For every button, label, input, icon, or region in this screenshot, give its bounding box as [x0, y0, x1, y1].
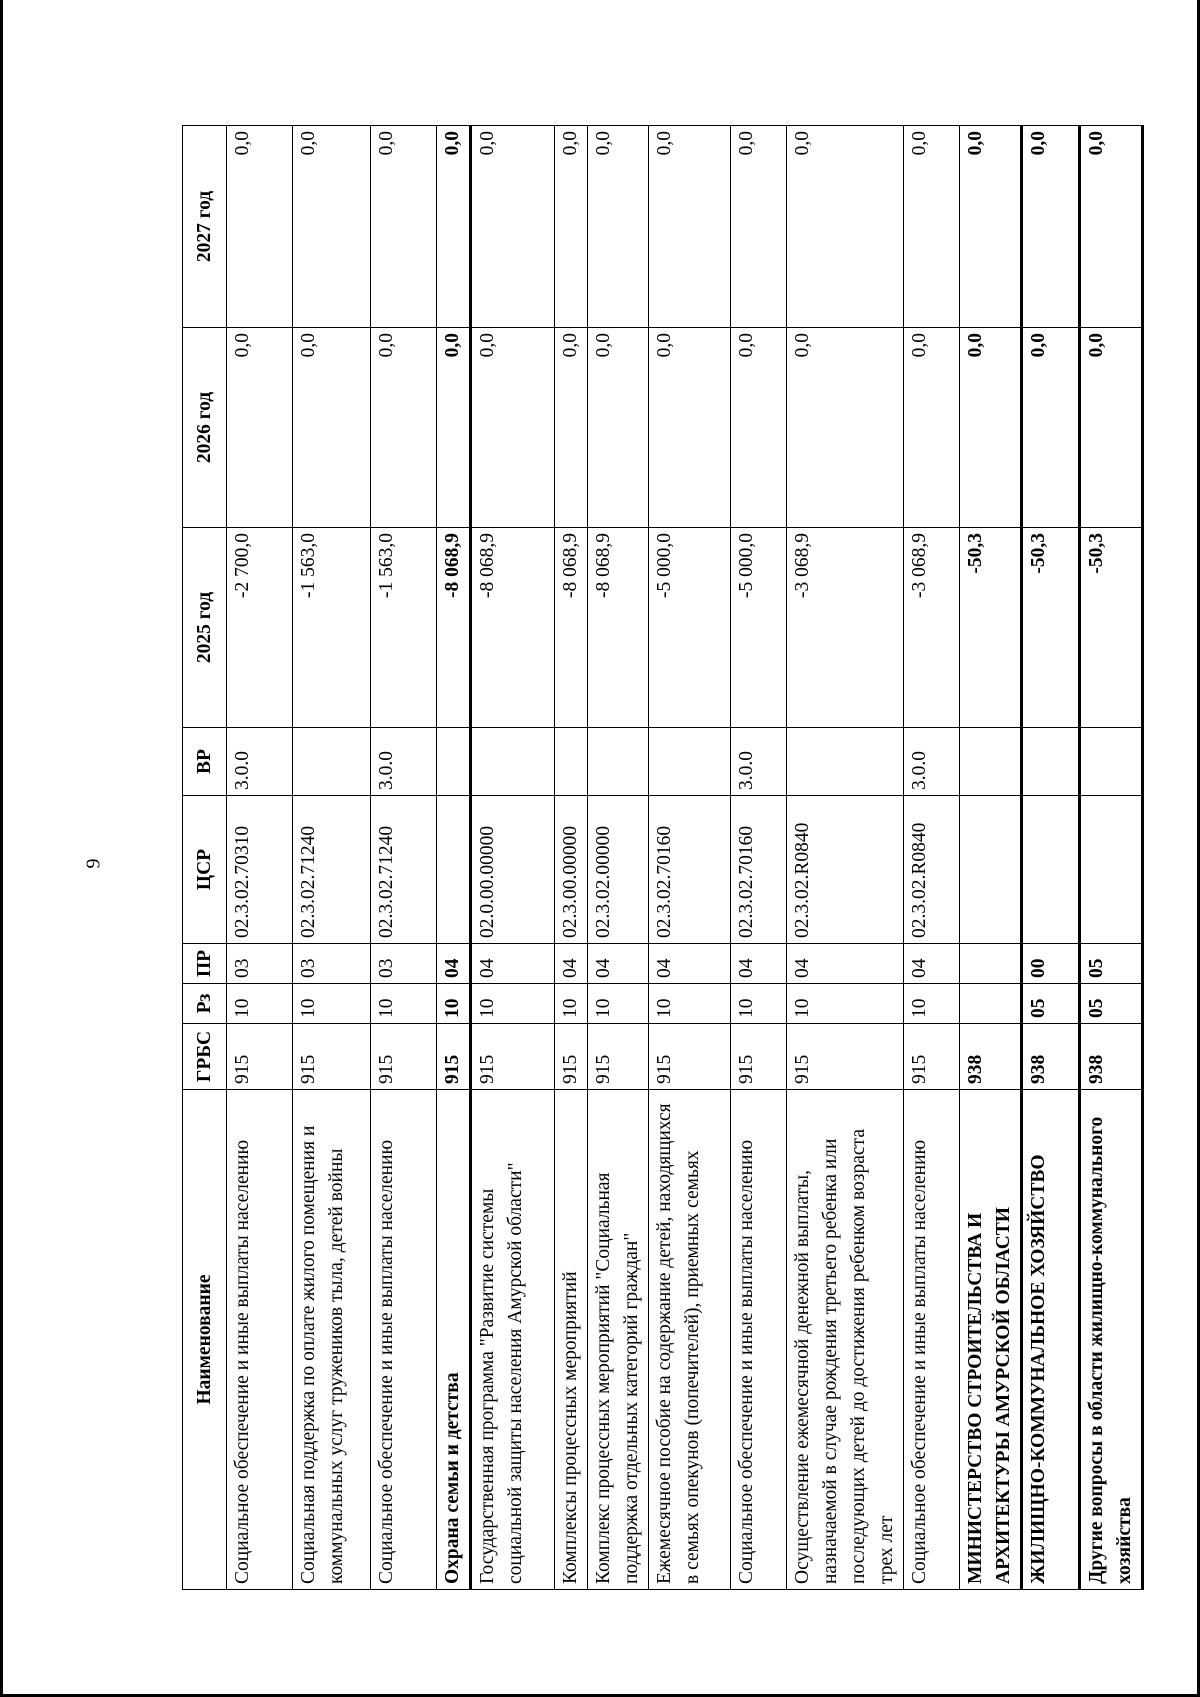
cell-2025: -8 068,9: [471, 528, 555, 728]
cell-rz: [960, 984, 1022, 1024]
table-row: [437, 126, 471, 1590]
table-row: [1080, 126, 1143, 1590]
cell-2025: -1 563,0: [371, 528, 437, 728]
table-row: [787, 126, 904, 1590]
col-header-grbs: ГРБС: [183, 1024, 227, 1090]
cell-2025: -50,3: [1022, 528, 1080, 728]
cell-pr: 04: [904, 944, 960, 984]
cell-pr: 05: [1080, 944, 1143, 984]
cell-vr: [293, 728, 371, 796]
cell-rz: 05: [1080, 984, 1143, 1024]
cell-pr: 04: [731, 944, 787, 984]
cell-rz: 10: [293, 984, 371, 1024]
cell-vr: 3.0.0: [371, 728, 437, 796]
cell-2026: 0,0: [960, 328, 1022, 528]
cell-vr: [960, 728, 1022, 796]
cell-csr: 02.3.02.71240: [371, 796, 437, 944]
cell-pr: 03: [371, 944, 437, 984]
table-row: [227, 126, 293, 1590]
cell-pr: 00: [1022, 944, 1080, 984]
cell-grbs: 915: [649, 1024, 731, 1090]
table-row: [293, 126, 371, 1590]
cell-name: Государственная программа "Развитие системы социальной защиты населения Амурской области": [471, 1090, 555, 1590]
cell-vr: [555, 728, 588, 796]
cell-pr: 03: [227, 944, 293, 984]
cell-vr: [1080, 728, 1143, 796]
cell-2026: 0,0: [731, 328, 787, 528]
cell-2027: 0,0: [960, 126, 1022, 328]
cell-csr: 02.3.02.R0840: [904, 796, 960, 944]
rotated-table-container: [182, 126, 1135, 1590]
cell-grbs: 915: [555, 1024, 588, 1090]
cell-grbs: 938: [960, 1024, 1022, 1090]
cell-csr: 02.3.02.70160: [649, 796, 731, 944]
table-row: [731, 126, 787, 1590]
cell-2026: 0,0: [1080, 328, 1143, 528]
cell-2026: 0,0: [293, 328, 371, 528]
cell-2025: -50,3: [1080, 528, 1143, 728]
cell-2025: -2 700,0: [227, 528, 293, 728]
cell-vr: 3.0.0: [731, 728, 787, 796]
col-header-rz: Рз: [183, 984, 227, 1024]
cell-2027: 0,0: [227, 126, 293, 328]
cell-2027: 0,0: [588, 126, 649, 328]
cell-vr: [1022, 728, 1080, 796]
cell-rz: 10: [588, 984, 649, 1024]
col-header-2025: 2025 год: [183, 528, 227, 728]
cell-csr: [1022, 796, 1080, 944]
cell-csr: [437, 796, 471, 944]
cell-name: ЖИЛИЩНО-КОММУНАЛЬНОЕ ХОЗЯЙСТВО: [1022, 1090, 1080, 1590]
cell-vr: [588, 728, 649, 796]
cell-2027: 0,0: [371, 126, 437, 328]
table-row: [555, 126, 588, 1590]
cell-grbs: 915: [293, 1024, 371, 1090]
cell-vr: [471, 728, 555, 796]
table-row: [1022, 126, 1080, 1590]
cell-name: Комплексы процессных мероприятий: [555, 1090, 588, 1590]
cell-grbs: 915: [588, 1024, 649, 1090]
cell-csr: [1080, 796, 1143, 944]
cell-grbs: 915: [437, 1024, 471, 1090]
cell-pr: 04: [588, 944, 649, 984]
cell-rz: 10: [904, 984, 960, 1024]
cell-name: Ежемесячное пособие на содержание детей, находящихся в семьях опекунов (попечителей), приемных семьях: [649, 1090, 731, 1590]
cell-2027: 0,0: [649, 126, 731, 328]
cell-csr: 02.0.00.00000: [471, 796, 555, 944]
cell-2025: -8 068,9: [437, 528, 471, 728]
cell-name: Социальная поддержка по оплате жилого помещения и коммунальных услуг тружеников тыла, детей войны: [293, 1090, 371, 1590]
cell-2025: -1 563,0: [293, 528, 371, 728]
cell-name: МИНИСТЕРСТВО СТРОИТЕЛЬСТВА И АРХИТЕКТУРЫ АМУРСКОЙ ОБЛАСТИ: [960, 1090, 1022, 1590]
cell-2026: 0,0: [371, 328, 437, 528]
rotated-table-inner: [182, 126, 1135, 1590]
col-header-csr: ЦСР: [183, 796, 227, 944]
cell-2027: 0,0: [904, 126, 960, 328]
cell-name: Другие вопросы в области жилищно-коммунального хозяйства: [1080, 1090, 1143, 1590]
cell-pr: 04: [787, 944, 904, 984]
cell-csr: 02.3.02.R0840: [787, 796, 904, 944]
cell-rz: 10: [649, 984, 731, 1024]
cell-2027: 0,0: [731, 126, 787, 328]
cell-2025: -8 068,9: [555, 528, 588, 728]
cell-grbs: 915: [787, 1024, 904, 1090]
cell-2026: 0,0: [227, 328, 293, 528]
cell-2025: -3 068,9: [787, 528, 904, 728]
cell-2025: -50,3: [960, 528, 1022, 728]
cell-grbs: 938: [1022, 1024, 1080, 1090]
col-header-2026: 2026 год: [183, 328, 227, 528]
cell-2027: 0,0: [787, 126, 904, 328]
cell-2026: 0,0: [588, 328, 649, 528]
scan-border-left: [0, 0, 3, 1697]
cell-name: Охрана семьи и детства: [437, 1090, 471, 1590]
cell-pr: 04: [471, 944, 555, 984]
cell-2027: 0,0: [471, 126, 555, 328]
col-header-2027: 2027 год: [183, 126, 227, 328]
cell-grbs: 915: [471, 1024, 555, 1090]
cell-2027: 0,0: [555, 126, 588, 328]
cell-name: Социальное обеспечение и иные выплаты населению: [731, 1090, 787, 1590]
cell-2026: 0,0: [1022, 328, 1080, 528]
cell-name: Социальное обеспечение и иные выплаты населению: [904, 1090, 960, 1590]
cell-vr: 3.0.0: [904, 728, 960, 796]
cell-csr: 02.3.02.71240: [293, 796, 371, 944]
cell-2026: 0,0: [649, 328, 731, 528]
cell-rz: 10: [787, 984, 904, 1024]
table-row: [371, 126, 437, 1590]
cell-2025: -5 000,0: [649, 528, 731, 728]
cell-pr: [960, 944, 1022, 984]
cell-rz: 10: [371, 984, 437, 1024]
cell-vr: [437, 728, 471, 796]
cell-2025: -8 068,9: [588, 528, 649, 728]
cell-pr: 04: [555, 944, 588, 984]
cell-rz: 10: [555, 984, 588, 1024]
cell-2026: 0,0: [555, 328, 588, 528]
table-row: [649, 126, 731, 1590]
cell-2027: 0,0: [293, 126, 371, 328]
cell-name: Осуществление ежемесячной денежной выплаты, назначаемой в случае рождения третьего ребенка или последующих детей до достижения ребенком возраста трех лет: [787, 1090, 904, 1590]
header-row: [183, 126, 227, 1590]
cell-pr: 03: [293, 944, 371, 984]
cell-name: Социальное обеспечение и иные выплаты населению: [371, 1090, 437, 1590]
cell-csr: 02.3.02.70310: [227, 796, 293, 944]
cell-grbs: 915: [371, 1024, 437, 1090]
cell-vr: [787, 728, 904, 796]
cell-2025: -3 068,9: [904, 528, 960, 728]
cell-vr: 3.0.0: [227, 728, 293, 796]
col-header-vr: ВР: [183, 728, 227, 796]
cell-rz: 10: [437, 984, 471, 1024]
cell-rz: 05: [1022, 984, 1080, 1024]
col-header-pr: ПР: [183, 944, 227, 984]
cell-2026: 0,0: [787, 328, 904, 528]
cell-name: Комплекс процессных мероприятий "Социальная поддержка отдельных категорий граждан": [588, 1090, 649, 1590]
table-row: [960, 126, 1022, 1590]
cell-rz: 10: [471, 984, 555, 1024]
cell-name: Социальное обеспечение и иные выплаты населению: [227, 1090, 293, 1590]
cell-grbs: 938: [1080, 1024, 1143, 1090]
col-header-name: Наименование: [183, 1090, 227, 1590]
table-row: [904, 126, 960, 1590]
budget-table: [182, 125, 1144, 1590]
cell-grbs: 915: [731, 1024, 787, 1090]
cell-2027: 0,0: [1080, 126, 1143, 328]
table-row: [471, 126, 555, 1590]
cell-pr: 04: [437, 944, 471, 984]
cell-vr: [649, 728, 731, 796]
cell-csr: 02.3.02.00000: [588, 796, 649, 944]
cell-grbs: 915: [904, 1024, 960, 1090]
cell-rz: 10: [731, 984, 787, 1024]
cell-2026: 0,0: [471, 328, 555, 528]
cell-2027: 0,0: [1022, 126, 1080, 328]
cell-2025: -5 000,0: [731, 528, 787, 728]
cell-csr: 02.3.02.70160: [731, 796, 787, 944]
cell-grbs: 915: [227, 1024, 293, 1090]
cell-csr: [960, 796, 1022, 944]
cell-pr: 04: [649, 944, 731, 984]
cell-csr: 02.3.00.00000: [555, 796, 588, 944]
cell-2026: 0,0: [437, 328, 471, 528]
table-row: [588, 126, 649, 1590]
cell-rz: 10: [227, 984, 293, 1024]
cell-2026: 0,0: [904, 328, 960, 528]
page-number: 9: [82, 858, 105, 869]
cell-2027: 0,0: [437, 126, 471, 328]
